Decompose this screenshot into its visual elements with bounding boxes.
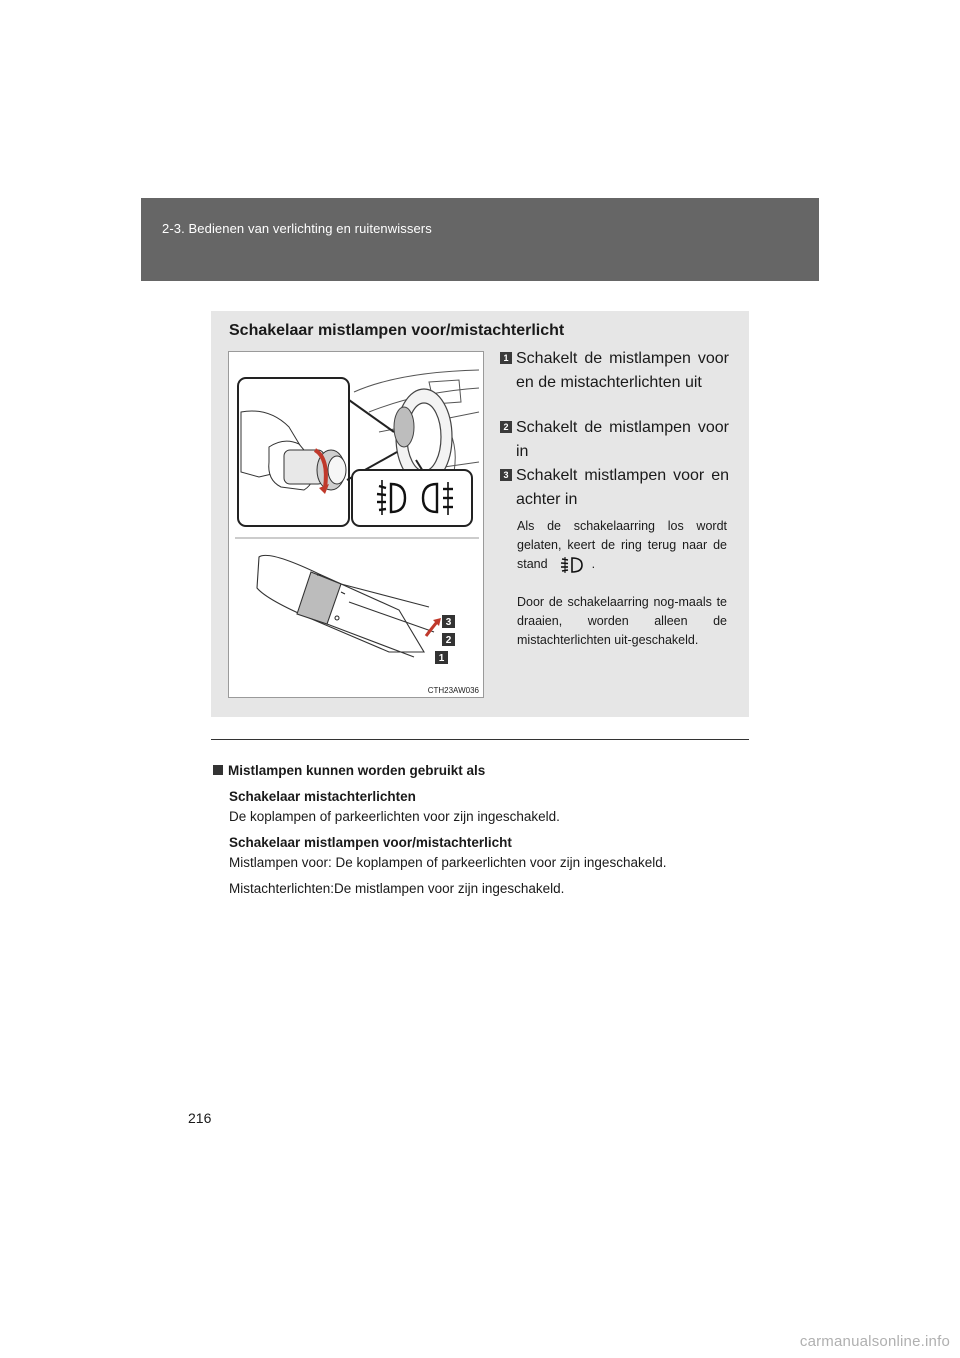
- step-2: [500, 416, 729, 464]
- svg-text:2: 2: [445, 635, 452, 646]
- front-fog-lamp-icon: [558, 556, 586, 574]
- step-number-badge: 1: [500, 352, 512, 364]
- step-3: [500, 464, 729, 512]
- step-text: Schakelt de mistlampen voor en de mistachterlichten uit: [516, 350, 729, 391]
- step-number-badge: 3: [500, 469, 512, 481]
- svg-text:1: 1: [438, 653, 445, 664]
- page-number: 216: [188, 1110, 212, 1126]
- info-panel: [211, 311, 749, 717]
- inset-icon-frame: [352, 470, 472, 526]
- chapter-title: 2-3. Bedienen van verlichting en ruitenwissers: [162, 221, 432, 236]
- release-note-end: .: [591, 557, 596, 571]
- fog-switch-illustration: [228, 351, 484, 698]
- chapter-header: [141, 198, 819, 281]
- step-number-badge: 2: [500, 421, 512, 433]
- figure-code: CTH23AW036: [427, 686, 479, 695]
- step-1: [500, 347, 729, 395]
- sub2-text-2: Mistachterlichten:De mistlampen voor zijn ingeschakeld.: [229, 881, 565, 896]
- sub2-title: Schakelaar mistlampen voor/mistachterlicht: [229, 835, 512, 850]
- turn-again-note: Door de schakelaarring nog-maals te draaien, worden alleen de mistachterlichten uit-geschakeld.: [517, 595, 727, 647]
- lever-drawing: [257, 555, 434, 657]
- svg-text:3: 3: [445, 617, 452, 628]
- usage-section: [213, 761, 753, 899]
- step-text: Schakelt de mistlampen voor in: [516, 419, 729, 460]
- panel-title: Schakelaar mistlampen voor/mistachterlicht: [229, 322, 565, 339]
- highlight-ring: [394, 407, 414, 447]
- step-text: Schakelt mistlampen voor en achter in: [516, 467, 729, 508]
- watermark: carmanualsonline.info: [799, 1333, 950, 1350]
- fog-switch-drawing: [229, 352, 483, 697]
- section-heading: Mistlampen kunnen worden gebruikt als: [213, 761, 753, 781]
- section-divider: [211, 739, 749, 740]
- sub2-text-1: Mistlampen voor: De koplampen of parkeerlichten voor zijn ingeschakeld.: [229, 855, 667, 870]
- release-note: [517, 517, 727, 574]
- sub1-title: Schakelaar mistachterlichten: [229, 789, 416, 804]
- release-note-text: Als de schakelaarring los wordt gelaten, keert de ring terug naar de stand: [517, 519, 727, 571]
- sub1-text: De koplampen of parkeerlichten voor zijn ingeschakeld.: [229, 809, 560, 824]
- bullet-square-icon: [213, 765, 223, 775]
